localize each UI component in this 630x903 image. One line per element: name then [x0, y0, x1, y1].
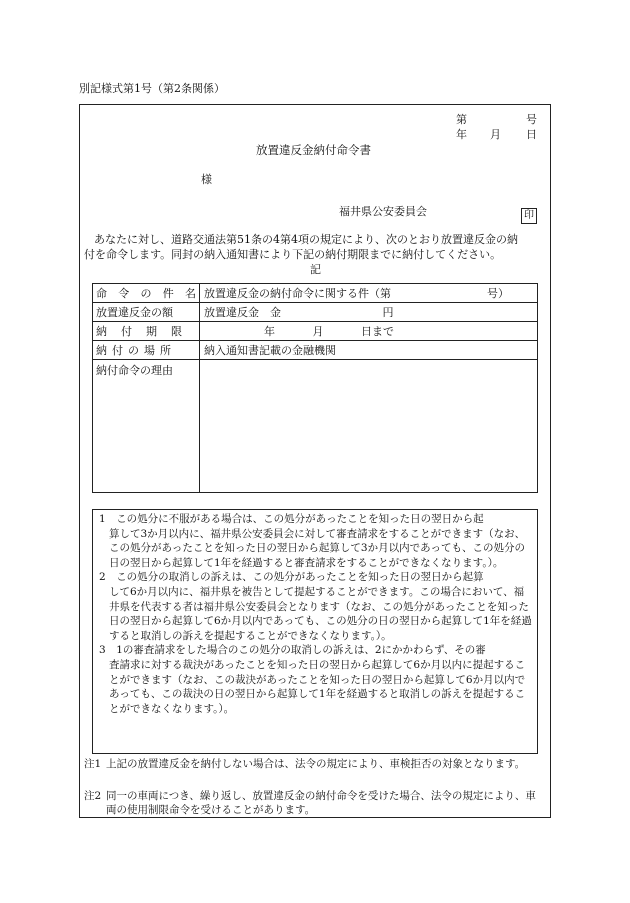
deadline-month: 月: [312, 325, 324, 338]
deadline-day: 日まで: [361, 325, 394, 338]
note-1-rest: 算して3か月以内に、福井県公安委員会に対して審査請求をすることができます（なお、この処分があったことを知った日の翌日から起算して3か月以内であっても、この処分の日の翌日から起算して1年を経過すると審査請求をすることができなくなります。）。: [109, 527, 526, 569]
footnote-1: [84, 757, 546, 771]
number-suffix: 号: [526, 113, 537, 126]
row-label: [93, 284, 200, 303]
issuer-name: 福井県公安委員会: [339, 205, 427, 218]
row-label: [93, 303, 200, 322]
table-row: [93, 284, 538, 303]
row-label: [93, 360, 200, 493]
note-number: 1: [99, 513, 106, 525]
intro-line-1: あなたに対し、道路交通法第51条の4第4項の規定により、次のとおり放置違反金の納: [94, 233, 518, 246]
date-month: 月: [490, 128, 501, 141]
row-label: [93, 341, 200, 360]
addressee-suffix: 様: [201, 173, 212, 186]
document-title: 放置違反金納付命令書: [256, 143, 371, 157]
note-item: [99, 643, 533, 716]
label-place: 納付の場所: [96, 344, 176, 357]
seal-mark: 印: [521, 208, 537, 224]
deadline-year: 年: [264, 325, 275, 338]
note-2-first: この処分の取消しの訴えは、この処分があったことを知った日の翌日から起算: [116, 571, 484, 584]
note-item: [99, 512, 533, 570]
case-name-suffix: 号）: [487, 287, 509, 300]
footnote-2: [84, 789, 546, 817]
details-table: [92, 283, 538, 493]
amount-value: 放置違反金 金: [204, 306, 281, 319]
form-header: 別記様式第1号（第2条関係）: [79, 82, 225, 95]
footnote-text: 上記の放置違反金を納付しない場合は、法令の規定により、車検拒否の対象となります。: [106, 758, 526, 770]
amount-unit: 円: [382, 306, 394, 319]
place-value: 納入通知書記載の金融機関: [204, 344, 336, 357]
reason-value: [200, 360, 538, 493]
label-case-name: 命 令 の 件 名: [96, 287, 196, 300]
date-year: 年: [456, 128, 467, 141]
appeal-notes-box: [92, 509, 538, 754]
row-label: [93, 322, 200, 341]
footnote-label: 注2: [84, 790, 102, 802]
footnote-label: 注1: [84, 758, 102, 770]
date-day: 日: [526, 128, 537, 141]
table-row: [93, 322, 538, 341]
note-3-first: 1の審査請求をした場合のこの処分の取消しの訴えは、2にかかわらず、その審: [116, 644, 486, 657]
row-value: [200, 341, 538, 360]
case-name-value: 放置違反金の納付命令に関する件（第: [204, 287, 391, 300]
number-prefix: 第: [456, 113, 467, 126]
note-number: 2: [99, 571, 106, 584]
table-row: [93, 341, 538, 360]
table-row: [93, 303, 538, 322]
note-number: 3: [99, 644, 106, 657]
note-item: [99, 570, 533, 643]
ki-mark: 記: [310, 263, 321, 276]
row-value: [200, 322, 538, 341]
footnote-text: 同一の車両につき、繰り返し、放置違反金の納付命令を受けた場合、法令の規定により、車両の使用制限命令を受けることがあります。: [106, 790, 536, 816]
table-row: [93, 360, 538, 493]
row-value: [200, 303, 538, 322]
note-3-rest: 査請求に対する裁決があったことを知った日の翌日から起算して6か月以内に提起することができます（なお、この裁決があったことを知った日の翌日から起算して6か月以内であっても、この裁決の日の翌日から起算して1年を経過すると取消しの訴えを提起することができなくなります。）。: [109, 658, 526, 715]
label-amount: 放置違反金の額: [96, 306, 173, 319]
label-reason: 納付命令の理由: [96, 364, 173, 377]
note-1-first: この処分に不服がある場合は、この処分があったことを知った日の翌日から起: [116, 513, 484, 525]
note-2-rest: して6か月以内に、福井県を被告として提起することができます。この場合において、福井県を代表する者は福井県公安委員会となります（なお、この処分があったことを知った日の翌日から起算して6か月以内であっても、この処分の日の翌日から起算して1年を経過すると取消しの訴えを提起することができなくなります。）。: [109, 585, 532, 642]
label-deadline: 納 付 期 限: [96, 325, 196, 338]
intro-line-2: 付を命令します。同封の納入通知書により下記の納付期限までに納付してください。: [84, 248, 502, 261]
row-value: [200, 284, 538, 303]
